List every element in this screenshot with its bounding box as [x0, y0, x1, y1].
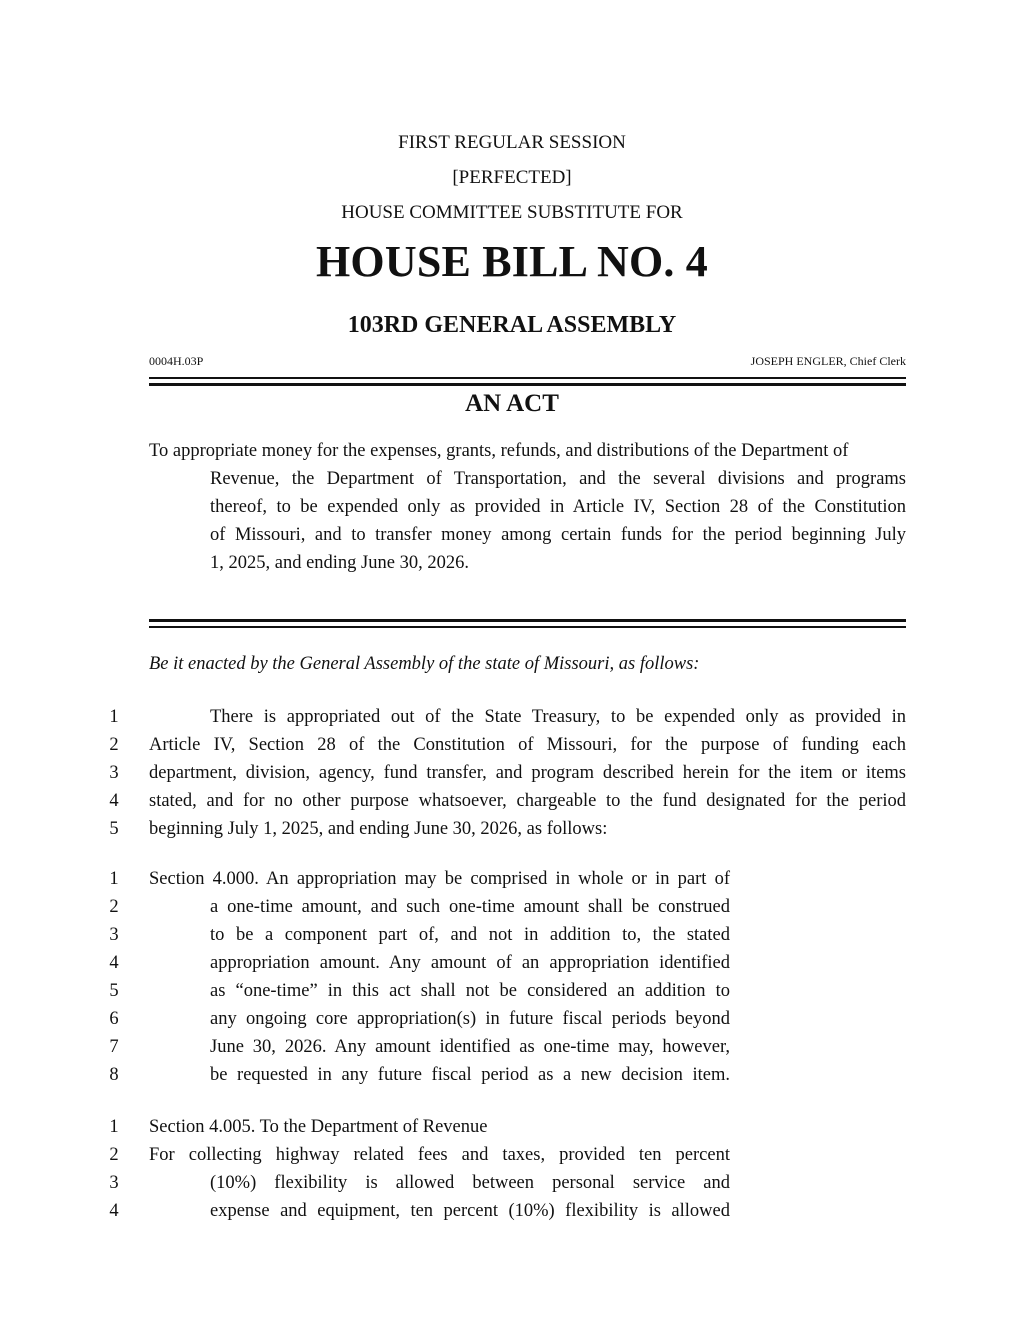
- line-number: 1: [109, 1117, 119, 1137]
- line-number: 3: [109, 1173, 119, 1193]
- bill-title: HOUSE BILL NO. 4: [316, 237, 708, 286]
- line-number: 6: [109, 1009, 119, 1029]
- line-number: 8: [109, 1065, 119, 1085]
- line-number: 1: [109, 707, 119, 727]
- act-heading: AN ACT: [465, 390, 559, 417]
- line-number: 4: [109, 1201, 119, 1221]
- line-number: 3: [109, 925, 119, 945]
- act-line: To appropriate money for the expenses, grants, refunds, and distributions of the Department of: [149, 441, 849, 461]
- enacting-clause: Be it enacted by the General Assembly of the state of Missouri, as follows:: [149, 654, 700, 674]
- line-number: 3: [109, 763, 119, 783]
- substitute-line: HOUSE COMMITTEE SUBSTITUTE FOR: [341, 202, 683, 223]
- preamble-line: Article IV, Section 28 of the Constitution of Missouri, for the purpose of funding each: [149, 735, 906, 755]
- preamble-line: department, division, agency, fund transfer, and program described herein for the item or items: [149, 763, 906, 783]
- header-rule-top: [149, 377, 906, 379]
- section-line: any ongoing core appropriation(s) in future fiscal periods beyond: [210, 1009, 730, 1029]
- section-line: as “one-time” in this act shall not be considered an addition to: [210, 981, 730, 1001]
- line-number: 4: [109, 953, 119, 973]
- section-line: For collecting highway related fees and taxes, provided ten percent: [149, 1145, 730, 1165]
- line-number: 4: [109, 791, 119, 811]
- act-rule-top: [149, 619, 906, 622]
- act-line: thereof, to be expended only as provided in Article IV, Section 28 of the Constitution: [210, 497, 906, 517]
- section-line: be requested in any future fiscal period as a new decision item.: [210, 1065, 730, 1085]
- header-rule-bottom: [149, 383, 906, 386]
- section-line: to be a component part of, and not in addition to, the stated: [210, 925, 730, 945]
- preamble-line: beginning July 1, 2025, and ending June 30, 2026, as follows:: [149, 819, 608, 839]
- chief-clerk: JOSEPH ENGLER, Chief Clerk: [750, 354, 906, 368]
- line-number: 2: [109, 1145, 119, 1165]
- section-line: Section 4.000. An appropriation may be comprised in whole or in part of: [149, 869, 730, 889]
- preamble-line: There is appropriated out of the State Treasury, to be expended only as provided in: [210, 707, 906, 727]
- session-line: FIRST REGULAR SESSION: [398, 132, 626, 153]
- line-number: 2: [109, 735, 119, 755]
- section-line: Section 4.005. To the Department of Revenue: [149, 1117, 488, 1137]
- act-line: 1, 2025, and ending June 30, 2026.: [210, 553, 469, 573]
- status-line: [PERFECTED]: [452, 167, 572, 188]
- line-number: 7: [109, 1037, 119, 1057]
- act-rule-bottom: [149, 626, 906, 628]
- line-number: 5: [109, 981, 119, 1001]
- section-line: June 30, 2026. Any amount identified as one-time may, however,: [210, 1037, 730, 1057]
- assembly-line: 103RD GENERAL ASSEMBLY: [347, 312, 677, 338]
- section-line: (10%) flexibility is allowed between personal service and: [210, 1173, 730, 1193]
- act-line: of Missouri, and to transfer money among certain funds for the period beginning July: [210, 525, 906, 545]
- section-line: a one-time amount, and such one-time amount shall be construed: [210, 897, 730, 917]
- line-number: 5: [109, 819, 119, 839]
- section-line: expense and equipment, ten percent (10%) flexibility is allowed: [210, 1201, 730, 1221]
- act-line: Revenue, the Department of Transportation, and the several divisions and programs: [210, 469, 906, 489]
- preamble-line: stated, and for no other purpose whatsoever, chargeable to the fund designated for the period: [149, 791, 906, 811]
- section-line: appropriation amount. Any amount of an appropriation identified: [210, 953, 730, 973]
- bill-code: 0004H.03P: [149, 354, 204, 368]
- line-number: 2: [109, 897, 119, 917]
- line-number: 1: [109, 869, 119, 889]
